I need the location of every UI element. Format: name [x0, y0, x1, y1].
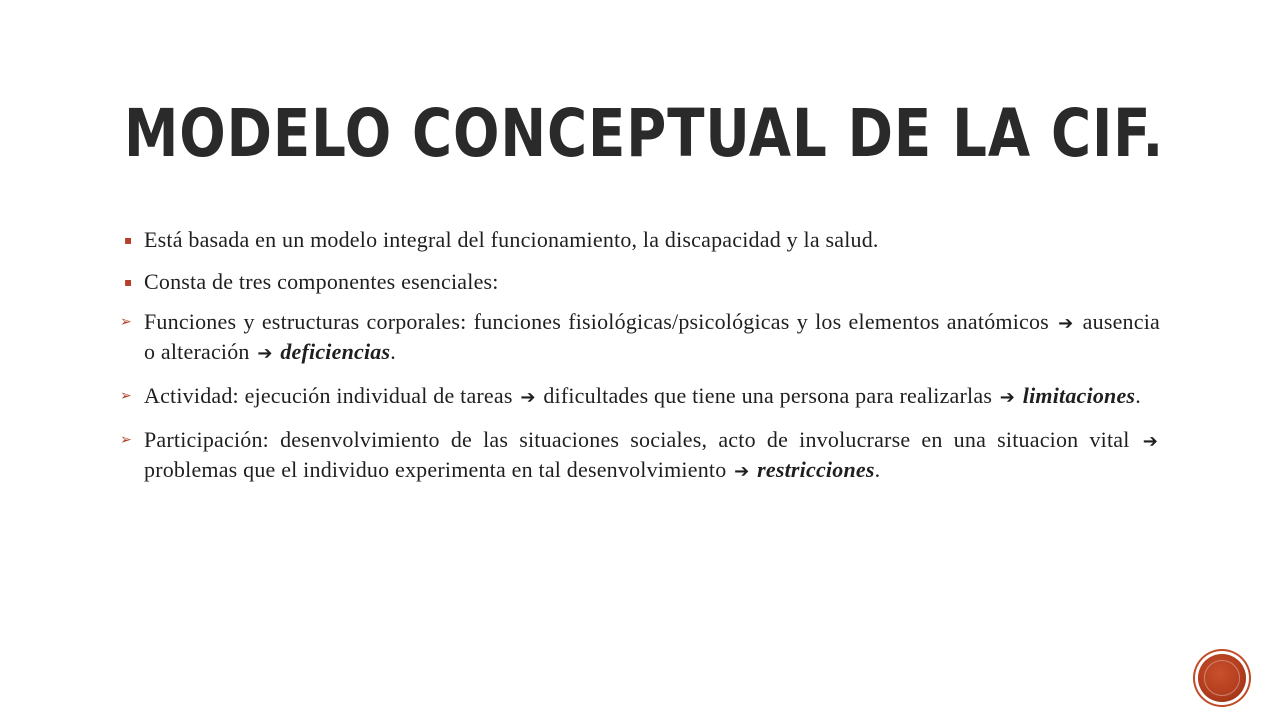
right-arrow-icon: ➔ [1058, 313, 1074, 334]
square-bullet-icon: ▪ [124, 233, 133, 247]
bullet-text: Consta de tres componentes esenciales: [144, 269, 499, 294]
bullet-item-3 [120, 308, 1160, 368]
circle-nav-icon[interactable] [1198, 654, 1246, 702]
right-arrow-icon: ➔ [999, 387, 1016, 408]
bullet-emphasis: deficiencias [280, 339, 391, 364]
bullet-text: Está basada en un modelo integral del funcionamiento, la discapacidad y la salud. [144, 227, 879, 252]
slide-content [120, 226, 1160, 500]
bullet-item-4 [120, 382, 1160, 412]
right-arrow-icon: ➔ [734, 461, 750, 482]
bullet-end: . [390, 339, 396, 364]
arrow-bullet-icon: ➢ [120, 432, 132, 448]
bullet-item-1 [120, 226, 1160, 254]
bullet-emphasis: restricciones [757, 457, 875, 482]
bullet-text-2: ausencia o alteración [144, 309, 1160, 364]
square-bullet-icon: ▪ [124, 275, 133, 289]
bullet-emphasis: limitaciones [1022, 383, 1136, 408]
right-arrow-icon: ➔ [257, 343, 273, 364]
arrow-bullet-icon: ➢ [120, 388, 132, 404]
right-arrow-icon: ➔ [1142, 431, 1158, 452]
bullet-item-5 [120, 426, 1160, 486]
bullet-end: . [1135, 383, 1141, 408]
bullet-text: Participación: desenvolvimiento de las situaciones sociales, acto de involucrarse en una situacion vital [144, 427, 1130, 452]
arrow-bullet-icon: ➢ [120, 314, 132, 330]
bullet-item-2 [120, 268, 1160, 296]
bullet-text-2: problemas que el individuo experimenta en tal desenvolvimiento [144, 457, 727, 482]
right-arrow-icon: ➔ [520, 387, 536, 408]
nav-button-ring [1204, 660, 1240, 696]
bullet-end: . [874, 457, 881, 482]
slide-title: MODELO CONCEPTUAL DE LA CIF. [124, 95, 1165, 172]
bullet-text: Actividad: ejecución individual de tareas [144, 383, 513, 408]
bullet-text: Funciones y estructuras corporales: funciones fisiológicas/psicológicas y los elementos anatómicos [144, 309, 1049, 334]
bullet-text-2: dificultades que tiene una persona para realizarlas [543, 383, 993, 408]
